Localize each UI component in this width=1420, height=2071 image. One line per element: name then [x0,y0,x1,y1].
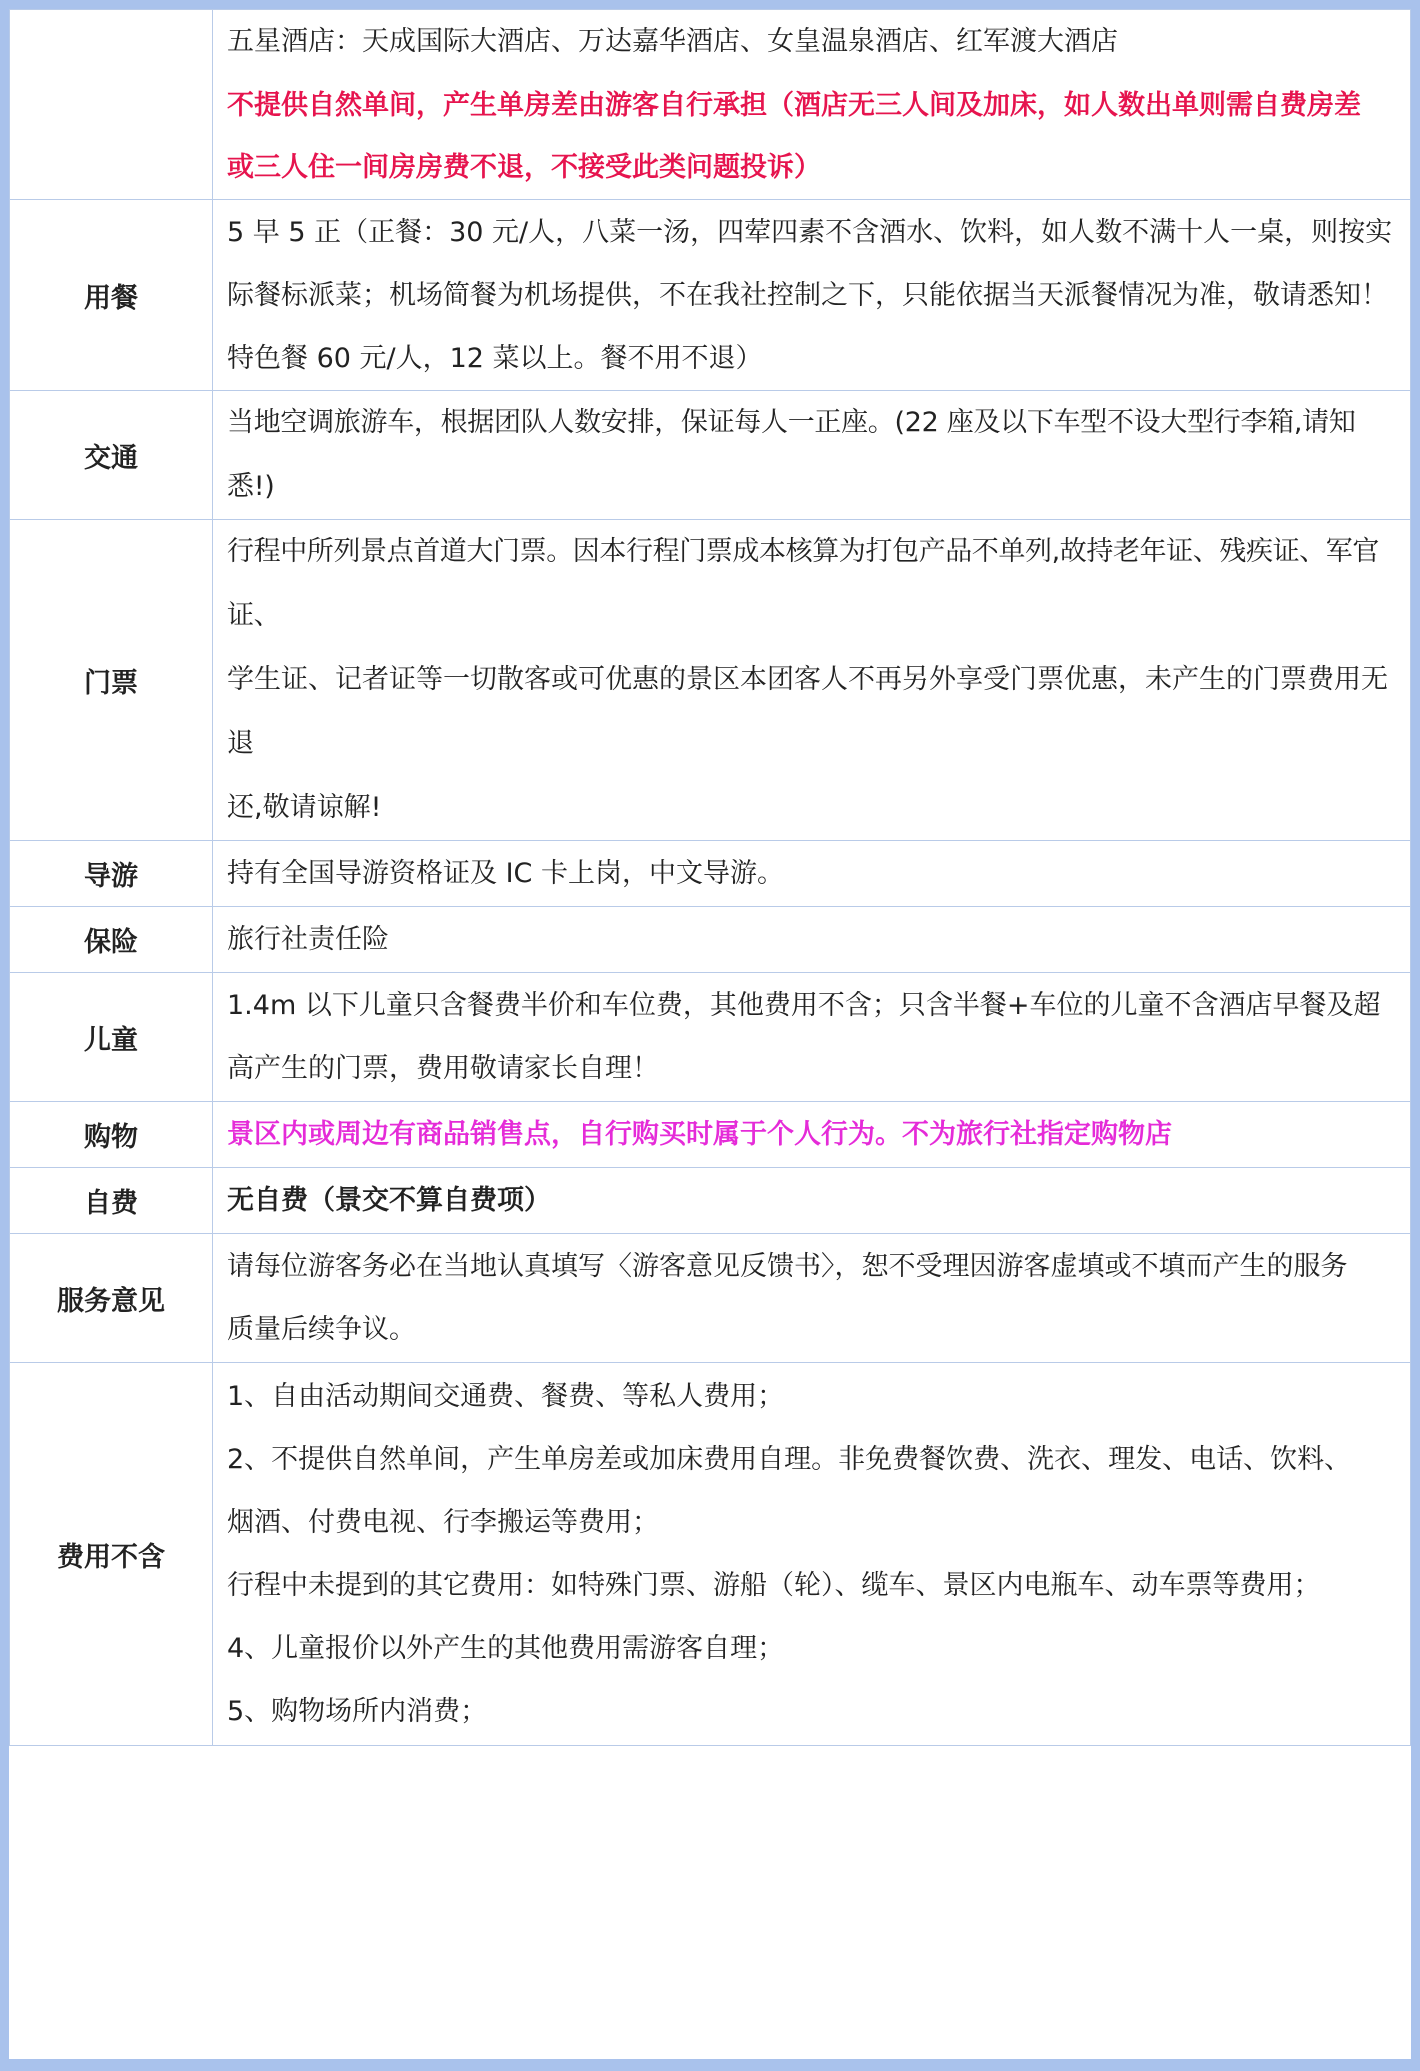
optional-text: 无自费（景交不算自费项） [227,1184,551,1216]
row-content-guide [213,841,1411,907]
single-room-notice-cont: 或三人住一间房房费不退，不接受此类问题投诉） [227,152,821,183]
single-room-notice: 不提供自然单间，产生单房差由游客自行承担（酒店无三人间及加床，如人数出单则需自费房差 [227,90,1361,121]
row-label-feedback: 服务意见 [10,1234,213,1363]
table-row-insurance [10,907,1411,973]
table-row-optional [10,1168,1411,1234]
guide-text: 持有全国导游资格证及 IC 卡上岗，中文导游。 [227,857,784,889]
table-row-hotel [10,10,1411,200]
excluded-item-1: 1、自由活动期间交通费、餐费、等私人费用； [227,1381,785,1412]
meals-line-1: 5 早 5 正（正餐：30 元/人，八菜一汤，四荤四素不含酒水、饮料，如人数不满十人一桌，则按实 [227,216,1393,248]
table-row-transport [10,391,1411,520]
excluded-item-2-cont: 烟酒、付费电视、行李搬运等费用； [227,1507,659,1538]
children-line-1: 1.4m 以下儿童只含餐费半价和车位费，其他费用不含；只含半餐+车位的儿童不含酒店早餐及超 [227,990,1381,1021]
excluded-item-5: 5、购物场所内消费； [227,1696,488,1727]
table-row-excluded [10,1363,1411,1746]
transport-text: 当地空调旅游车，根据团队人数安排，保证每人一正座。(22 座及以下车型不设大型行李箱,请知悉!) [227,407,1356,502]
table-row-feedback [10,1234,1411,1363]
row-label-shopping: 购物 [10,1102,213,1168]
row-label-insurance: 保险 [10,907,213,973]
row-content-optional [213,1168,1411,1234]
table-row-shopping [10,1102,1411,1168]
table-row-tickets [10,520,1411,841]
children-line-2: 高产生的门票，费用敬请家长自理！ [227,1053,659,1084]
tickets-line-2: 学生证、记者证等一切散客或可优惠的景区本团客人不再另外享受门票优惠，未产生的门票费用无退 [227,664,1388,759]
row-content-hotel [213,10,1411,200]
tickets-line-1: 行程中所列景点首道大门票。因本行程门票成本核算为打包产品不单列,故持老年证、残疾证、军官证、 [227,536,1379,631]
row-label-excluded: 费用不含 [10,1363,213,1746]
meals-line-3: 特色餐 60 元/人，12 菜以上。餐不用不退） [227,342,763,374]
row-content-children [213,973,1411,1102]
row-label-transport: 交通 [10,391,213,520]
shopping-text: 景区内或周边有商品销售点，自行购买时属于个人行为。不为旅行社指定购物店 [227,1118,1172,1150]
row-label-meals: 用餐 [10,200,213,391]
row-content-meals [213,200,1411,391]
row-content-excluded [213,1363,1411,1746]
tickets-line-3: 还,敬请谅解! [227,792,382,823]
row-content-insurance [213,907,1411,973]
feedback-line-1: 请每位游客务必在当地认真填写〈游客意见反馈书〉，恕不受理因游客虚填或不填而产生的服务 [227,1251,1348,1282]
excluded-item-3: 行程中未提到的其它费用：如特殊门票、游船（轮）、缆车、景区内电瓶车、动车票等费用； [227,1570,1321,1601]
meals-line-2: 际餐标派菜；机场简餐为机场提供，不在我社控制之下，只能依据当天派餐情况为准，敬请悉知！ [227,279,1388,311]
row-label-tickets: 门票 [10,520,213,841]
row-content-feedback [213,1234,1411,1363]
hotel-list: 五星酒店：天成国际大酒店、万达嘉华酒店、女皇温泉酒店、红军渡大酒店 [227,26,1118,57]
row-content-shopping [213,1102,1411,1168]
insurance-text: 旅行社责任险 [227,923,389,955]
table-row-guide [10,841,1411,907]
table-row-children [10,973,1411,1102]
table-row-meals [10,200,1411,391]
row-label-optional: 自费 [10,1168,213,1234]
excluded-item-4: 4、儿童报价以外产生的其他费用需游客自理； [227,1633,785,1664]
row-label-children: 儿童 [10,973,213,1102]
itinerary-info-table [9,9,1411,1746]
excluded-item-2: 2、不提供自然单间，产生单房差或加床费用自理。非免费餐饮费、洗衣、理发、电话、饮料、 [227,1444,1352,1475]
row-label-hotel [10,10,213,200]
row-content-transport [213,391,1411,520]
feedback-line-2: 质量后续争议。 [227,1314,416,1345]
row-content-tickets [213,520,1411,841]
row-label-guide: 导游 [10,841,213,907]
